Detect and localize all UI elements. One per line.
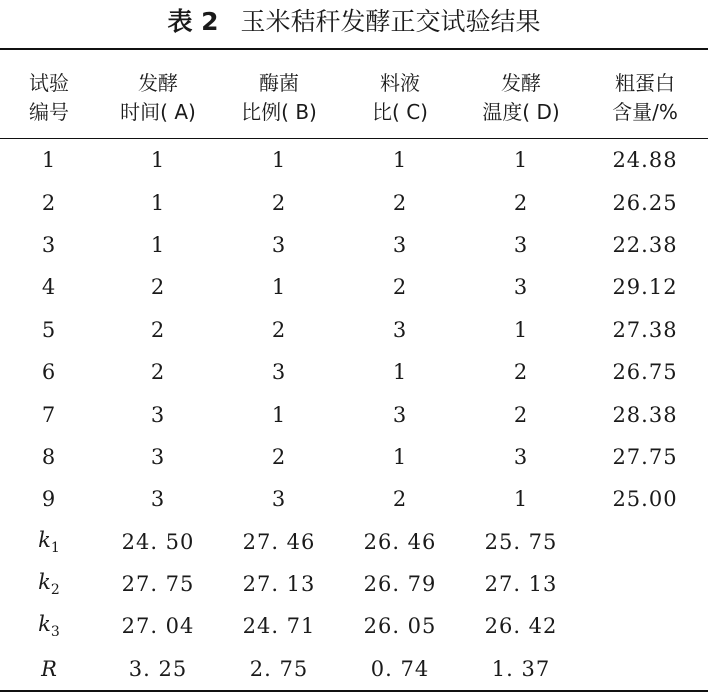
header-cell: 编号 — [29, 100, 69, 124]
table-cell: 1 — [513, 317, 529, 342]
summary-value-cell: 24. 71 — [242, 614, 316, 639]
summary-row — [0, 605, 708, 647]
header-cell: 料液 — [380, 71, 420, 95]
trial-number-cell: 2 — [41, 190, 57, 215]
table-title: 玉米秸秆发酵正交试验结果 — [240, 7, 541, 36]
table-row — [0, 181, 708, 223]
summary-value-cell: 26. 79 — [363, 572, 437, 597]
summary-value-cell: 27. 75 — [121, 572, 195, 597]
table-number: 表 2 — [167, 7, 219, 36]
table-row — [0, 351, 708, 393]
table-cell: 1 — [513, 148, 529, 173]
summary-value-cell: 2. 75 — [249, 656, 309, 681]
header-cell: 比( C) — [372, 100, 428, 124]
table-cell: 2 — [392, 487, 408, 512]
trial-number-cell: 7 — [41, 402, 57, 427]
summary-row — [0, 521, 708, 563]
header-cell: 酶菌 — [259, 71, 299, 95]
summary-symbol-cell — [0, 605, 98, 647]
table-cell: 2 — [150, 317, 166, 342]
summary-value-cell: 3. 25 — [128, 656, 188, 681]
header-cell: 发酵 — [138, 71, 178, 95]
summary-value-cell: 0. 74 — [370, 656, 430, 681]
summary-value-cell: 26. 42 — [484, 614, 558, 639]
summary-value-cell: 27. 46 — [242, 529, 316, 554]
table-cell: 1 — [271, 402, 287, 427]
table-cell: 28.38 — [612, 402, 678, 427]
summary-value-cell: 24. 50 — [121, 529, 195, 554]
summary-value-cell: 26. 46 — [363, 529, 437, 554]
summary-symbol: R — [41, 656, 57, 681]
summary-subscript: 3 — [50, 624, 60, 641]
table-row — [0, 478, 708, 520]
summary-value-cell: 27. 04 — [121, 614, 195, 639]
table-cell: 2 — [271, 317, 287, 342]
summary-symbol: k — [38, 612, 51, 637]
table-cell: 2 — [513, 190, 529, 215]
summary-value-cell: 27. 13 — [484, 572, 558, 597]
summary-row — [0, 648, 708, 691]
trial-number-cell: 9 — [41, 487, 57, 512]
table-cell: 3 — [513, 275, 529, 300]
summary-subscript: 1 — [50, 539, 60, 556]
table-row — [0, 309, 708, 351]
header-row-2 — [0, 98, 708, 139]
empty-cell — [582, 563, 708, 605]
table-cell: 26.75 — [612, 360, 678, 385]
summary-symbol-cell — [0, 563, 98, 605]
summary-value-cell: 26. 05 — [363, 614, 437, 639]
table-header — [0, 49, 708, 139]
summary-symbol: k — [38, 570, 51, 594]
table-cell: 3 — [513, 444, 529, 469]
summary-value-cell: 27. 13 — [242, 572, 316, 597]
table-cell: 27.38 — [612, 317, 678, 342]
table-cell: 3 — [150, 402, 166, 427]
table-cell: 22.38 — [612, 232, 678, 257]
header-cell: 粗蛋白 — [615, 71, 675, 95]
table-row — [0, 224, 708, 266]
table-row — [0, 139, 708, 182]
table-cell: 3 — [271, 487, 287, 512]
table-cell: 1 — [392, 360, 408, 385]
table-cell: 2 — [513, 402, 529, 427]
summary-row — [0, 563, 708, 605]
table-cell: 1 — [392, 148, 408, 173]
table-row — [0, 436, 708, 478]
summary-symbol-cell — [0, 648, 98, 691]
table-caption — [0, 4, 708, 40]
table-cell: 1 — [271, 275, 287, 300]
header-cell: 试验 — [29, 71, 69, 95]
table-cell: 1 — [150, 190, 166, 215]
header-cell: 含量/% — [612, 100, 678, 124]
empty-cell — [582, 648, 708, 691]
table-cell: 3 — [150, 487, 166, 512]
table-cell: 27.75 — [612, 444, 678, 469]
summary-subscript: 2 — [50, 582, 60, 599]
table-row — [0, 393, 708, 435]
table-cell: 26.25 — [612, 190, 678, 215]
table-cell: 1 — [150, 148, 166, 173]
summary-value-cell: 25. 75 — [484, 529, 558, 554]
orthogonal-test-table — [0, 48, 708, 692]
table-cell: 3 — [513, 232, 529, 257]
summary-symbol-cell — [0, 521, 98, 563]
header-row-1 — [0, 49, 708, 98]
table-body — [0, 139, 708, 692]
trial-number-cell: 1 — [41, 148, 57, 173]
table-cell: 3 — [392, 402, 408, 427]
summary-value-cell: 1. 37 — [491, 656, 551, 681]
summary-symbol: k — [38, 527, 51, 552]
trial-number-cell: 5 — [41, 317, 57, 342]
trial-number-cell: 4 — [41, 275, 57, 300]
table-cell: 1 — [271, 148, 287, 173]
trial-number-cell: 3 — [41, 232, 57, 257]
table-cell: 2 — [513, 360, 529, 385]
table-row — [0, 266, 708, 308]
header-cell: 时间( A) — [120, 100, 196, 124]
table-cell: 1 — [513, 487, 529, 512]
table-cell: 1 — [150, 232, 166, 257]
table-cell: 29.12 — [612, 275, 678, 300]
table-cell: 2 — [150, 275, 166, 300]
table-cell: 2 — [392, 275, 408, 300]
table-cell: 3 — [271, 232, 287, 257]
table-cell: 2 — [271, 190, 287, 215]
table-cell: 3 — [271, 360, 287, 385]
table-cell: 1 — [392, 444, 408, 469]
trial-number-cell: 8 — [41, 444, 57, 469]
table-cell: 25.00 — [612, 487, 678, 512]
trial-number-cell: 6 — [41, 360, 57, 385]
header-cell: 比例( B) — [241, 100, 317, 124]
table-cell: 2 — [271, 444, 287, 469]
table-cell: 2 — [392, 190, 408, 215]
table-cell: 3 — [392, 317, 408, 342]
header-cell: 发酵 — [501, 71, 541, 95]
table-cell: 3 — [392, 232, 408, 257]
table-cell: 3 — [150, 444, 166, 469]
table-cell: 24.88 — [612, 148, 678, 173]
empty-cell — [582, 521, 708, 563]
header-cell: 温度( D) — [482, 100, 560, 124]
table-cell: 2 — [150, 360, 166, 385]
empty-cell — [582, 605, 708, 647]
